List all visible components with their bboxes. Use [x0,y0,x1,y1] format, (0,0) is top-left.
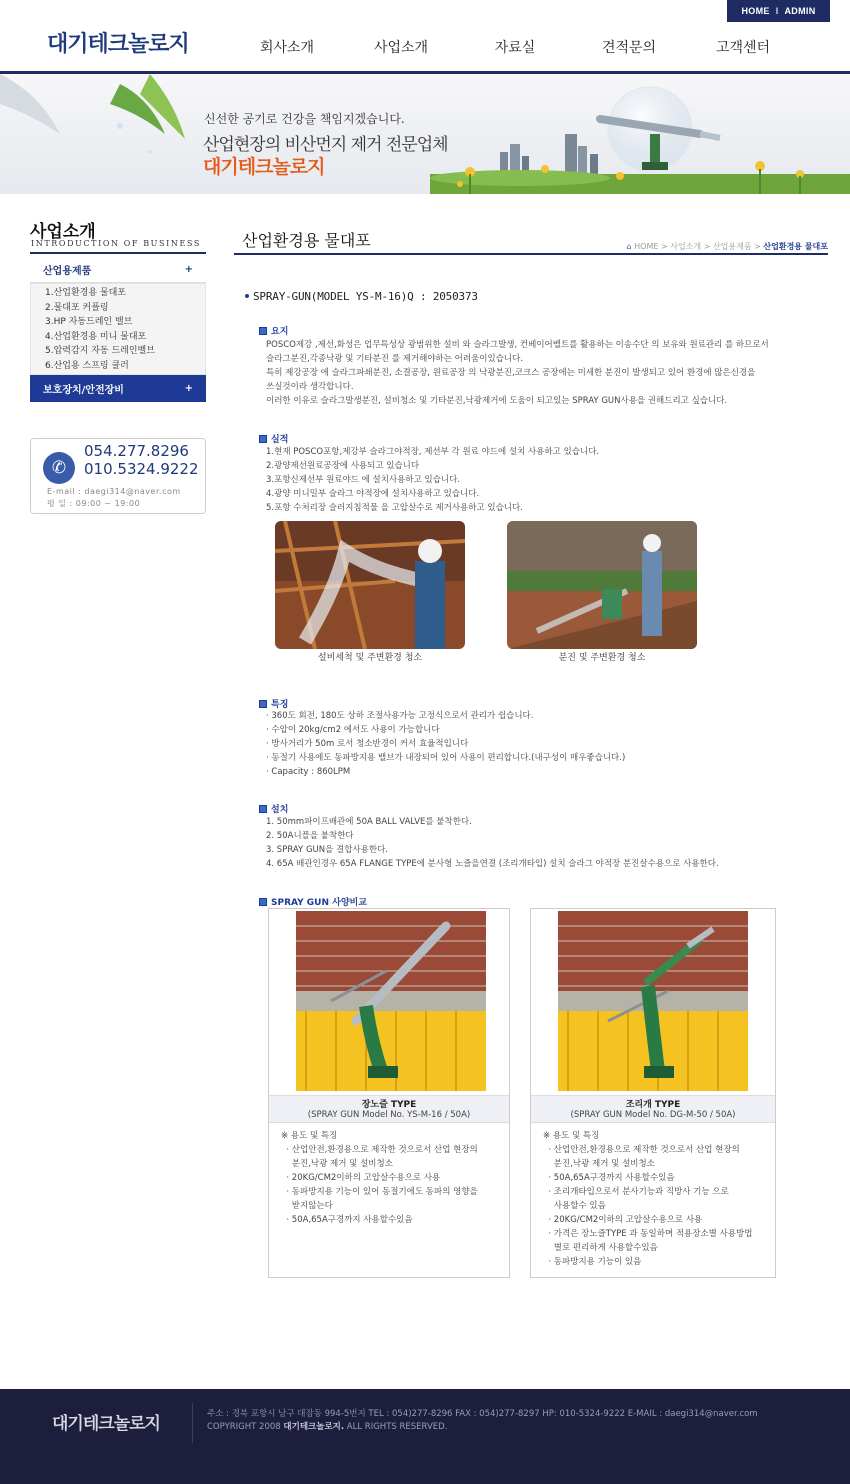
breadcrumb-home[interactable]: HOME [634,242,659,251]
site-logo[interactable]: 대기테크놀로지 [47,32,189,57]
banner-brand: 대기테크놀로지 [203,156,325,178]
breadcrumb-category[interactable]: 산업용제품 [712,242,752,251]
section-title: 실적 [271,435,289,445]
home-icon: ⌂ [626,242,632,251]
long-nozzle-gun-image [296,911,486,1091]
nav-quote[interactable]: 견적문의 [601,40,657,56]
spec-model: (SPRAY GUN Model No. DG-M-50 / 50A) [570,1110,736,1120]
feature-line: · 360도 회전, 180도 상하 조절사용가능 고정식으로서 관리가 쉽습니다. [266,711,534,721]
content-divider [234,253,828,255]
spec-note-line: 분진,낙광 제거 및 설비청소 [281,1159,393,1169]
comparison-heading [259,895,367,908]
breadcrumb-separator: > [660,242,668,251]
nav-company[interactable]: 회사소개 [259,40,315,56]
sidebar-divider [30,252,206,254]
hero-banner [0,74,850,194]
plus-icon: + [184,383,193,394]
footer-copyright [207,1421,758,1434]
banner-headline: 산업현장의 비산먼지 제거 전문업체 [203,135,448,155]
summary-line: POSCO제강 ,제선,화성은 업무특성상 광범위한 설비 와 슬라그발생, 컨베이어벨트를 활용하는 이송수단 의 보유와 원료관리 를 하므로서 [266,340,769,350]
contact-box [30,438,206,514]
footer-address: 주소 : 경북 포항시 남구 대잠동 994-5번지 TEL : 054)277-8296 FAX : 054)277-8297 HP: 010-5324-9222 E-MAIL : daegi314@naver.com [207,1409,758,1419]
copyright-prefix: COPYRIGHT 2008 [207,1422,284,1432]
business-hours: 평 일 : 09:00 ~ 19:00 [47,499,141,508]
spec-note-line: ※ 용도 및 특징 [543,1131,600,1141]
copyright-company: 대기테크놀로지. [283,1422,345,1432]
copyright-suffix: ALL RIGHTS RESERVED. [344,1422,448,1432]
spec-note-line: · 20KG/CM2이하의 고압살수용으로 사용 [543,1215,703,1225]
install-line: 4. 65A 배관인경우 65A FLANGE TYPE에 분사형 노즐을연결 (조리개타입) 설치 슬라그 야적장 분진살수용으로 사용한다. [266,859,719,869]
phone-icon: ✆ [43,452,75,484]
sidebar-item-water-cannon[interactable]: 1.산업환경용 물대포 [45,288,127,298]
spec-note-line: · 50A,65A구경까지 사용할수있음 [543,1173,675,1183]
section-title: SPRAY GUN 사양비교 [271,898,367,908]
nav-support[interactable]: 고객센터 [715,40,771,56]
spec-card-band [531,1095,775,1123]
spec-type: 조리개 TYPE [625,1100,681,1110]
feature-line: · 동절기 사용에도 동파방지용 밸브가 내장되어 있어 사용이 편리합니다.(내구성이 매우좋습니다.) [266,753,626,763]
sidebar-submenu [30,283,206,375]
spec-notes [543,1129,752,1269]
records-text [266,445,599,515]
footer [0,1389,850,1484]
section-title: 요지 [271,327,289,337]
admin-link[interactable]: ADMIN [784,6,816,16]
mobile-number: 010.5324.9222 [84,460,199,478]
photo-equipment-cleaning-image [275,521,465,649]
summary-line: 특히 제강공장 에 슬라그파쇄분진, 소결공장, 원료공장 의 낙광분진,코크스 공장에는 미세한 분진이 발생되고 있어 환경에 많은신경을 [266,368,756,378]
footer-info [207,1408,758,1434]
sidebar-group-label: 산업용제품 [43,265,92,277]
spec-note-line: · 조리개타입으로서 분사기능과 직방사 기능 으로 [543,1187,729,1197]
breadcrumb-separator: > [754,242,761,251]
breadcrumb-current: 산업환경용 물대포 [763,242,828,251]
spec-note-line: · 가격은 장노즐TYPE 과 동일하며 적용장소별 사용방법 [543,1229,753,1239]
record-line: 1.현재 POSCO포항,제강부 슬라그야적장, 제선부 각 원료 야드에 설치 사용하고 있습니다. [266,447,600,457]
spec-note-line: · 동파방지용 기능이 있음 [543,1257,642,1267]
utility-bar [727,0,830,22]
install-text [266,815,719,871]
sidebar-title: 사업소개 [30,222,96,242]
sidebar-subtitle: INTRODUCTION OF BUSINESS [31,239,201,248]
square-bullet-icon [259,700,267,708]
sidebar-item-sprinkler[interactable]: 6.산업용 스프링 쿨러 [45,360,129,371]
square-bullet-icon [259,435,267,443]
page-title: 산업환경용 물대포 [242,231,371,250]
summary-heading [259,324,288,337]
spec-note-line: · 20KG/CM2이하의 고압살수용으로 사용 [281,1173,441,1183]
summary-line: 슬라그분진,각종낙광 및 기타분진 를 제거해야하는 어려움이있습니다. [266,354,524,364]
spec-notes [281,1129,478,1227]
record-line: 5.포항 수처리장 슬러지침적물 을 고압살수로 제거사용하고 있습니다. [266,503,523,513]
summary-text [266,338,769,408]
breadcrumb-separator: > [703,242,711,251]
spec-note-line: · 산업안전,환경용으로 제작한 것으로서 산업 현장의 [543,1145,740,1155]
records-heading [259,432,288,445]
install-heading [259,802,288,815]
sidebar-group-industrial[interactable] [30,256,206,283]
footer-divider [192,1403,193,1443]
spec-note-line: 별로 편리하게 사용할수있음 [543,1243,658,1253]
spec-note-line: 사용할수 있음 [543,1201,606,1211]
spec-note-line: 분진,낙광 제거 및 설비청소 [543,1159,655,1169]
photo-dust-cleaning [507,521,697,649]
install-line: 3. SPRAY GUN을 결합사용한다. [266,845,388,855]
section-title: 설치 [271,805,289,815]
spec-note-line: · 산업안전,환경용으로 제작한 것으로서 산업 현장의 [281,1145,478,1155]
sidebar-item-mini-cannon[interactable]: 4.산업환경용 미니 물대포 [45,331,147,342]
section-title: 특징 [271,700,289,710]
summary-line: 이러한 이유로 슬라그발생분진, 설비청소 및 기타분진,낙광제거에 도움이 되고있는 SPRAY GUN사용을 권해드리고 싶습니다. [266,396,728,406]
record-line: 2.광양제선원료공장에 사용되고 있습니다 [266,461,420,471]
util-separator: I [775,6,779,16]
summary-line: 쓰실것이라 생각합니다. [266,382,354,392]
breadcrumb [620,241,828,252]
home-link[interactable]: HOME [741,6,770,16]
feature-line: · 수압이 20kg/cm2 에서도 사용이 가능합니다 [266,725,440,735]
square-bullet-icon [259,327,267,335]
contact-email: E-mail : daegi314@naver.com [47,487,181,496]
feature-line: · Capacity : 860LPM [266,767,351,777]
spec-model: (SPRAY GUN Model No. YS-M-16 / 50A) [307,1110,471,1120]
sidebar-group-safety[interactable] [30,375,206,402]
spec-card-long-nozzle [268,908,510,1278]
spec-card-band [269,1095,509,1123]
plus-icon: + [184,263,193,275]
sidebar-item-drain-valve[interactable]: 3.HP 자동드레인 밸브 [45,317,133,328]
model-heading: SPRAY-GUN(MODEL YS-M-16)Q : 2050373 [253,290,478,303]
photo-caption: 설비세척 및 주변환경 청소 [317,653,423,663]
spec-note-line: · 50A,65A구경까지 사용할수있음 [281,1215,413,1225]
spec-note-line: · 동파방지용 기능이 있어 동절기에도 동파의 영향을 [281,1187,478,1197]
spec-type: 장노즐 TYPE [361,1100,417,1110]
record-line: 4.광양 미니밀부 슬라그 야적장에 설치사용하고 있습니다. [266,489,480,499]
photo-dust-cleaning-image [507,521,697,649]
install-line: 1. 50mm파이프배관에 50A BALL VALVE를 붙착한다. [266,817,472,827]
sidebar-group-label: 보호장치/안전장비 [43,385,124,396]
spec-note-line: ※ 용도 및 특징 [281,1131,338,1141]
banner-tagline: 신선한 공기로 건강을 책임지겠습니다. [204,112,405,126]
main-nav [230,37,830,57]
spec-note-line: 받지않는다 [281,1201,333,1211]
nav-archive[interactable]: 자료실 [494,40,536,56]
spec-card-aperture [530,908,776,1278]
photo-equipment-cleaning [275,521,465,649]
record-line: 3.포항신제선부 원료야드 에 설치사용하고 있습니다. [266,475,461,485]
nav-business[interactable]: 사업소개 [373,40,429,56]
features-text [266,709,625,779]
sidebar-item-coupling[interactable]: 2.물대포 커플링 [45,302,109,313]
breadcrumb-business[interactable]: 사업소개 [670,242,702,251]
feature-line: · 방사거리가 50m 로서 청소반경이 커서 효율적입니다 [266,739,469,749]
footer-logo: 대기테크놀로지 [52,1414,160,1434]
sidebar-item-pressure-valve[interactable]: 5.압력감지 자동 드레인벨브 [45,346,155,357]
square-bullet-icon [259,898,267,906]
aperture-gun-image [558,911,748,1091]
photo-caption: 분진 및 주변환경 청소 [558,653,646,663]
install-line: 2. 50A니플을 붙착한다 [266,831,354,841]
phone-number: 054.277.8296 [84,442,189,460]
square-bullet-icon [259,805,267,813]
